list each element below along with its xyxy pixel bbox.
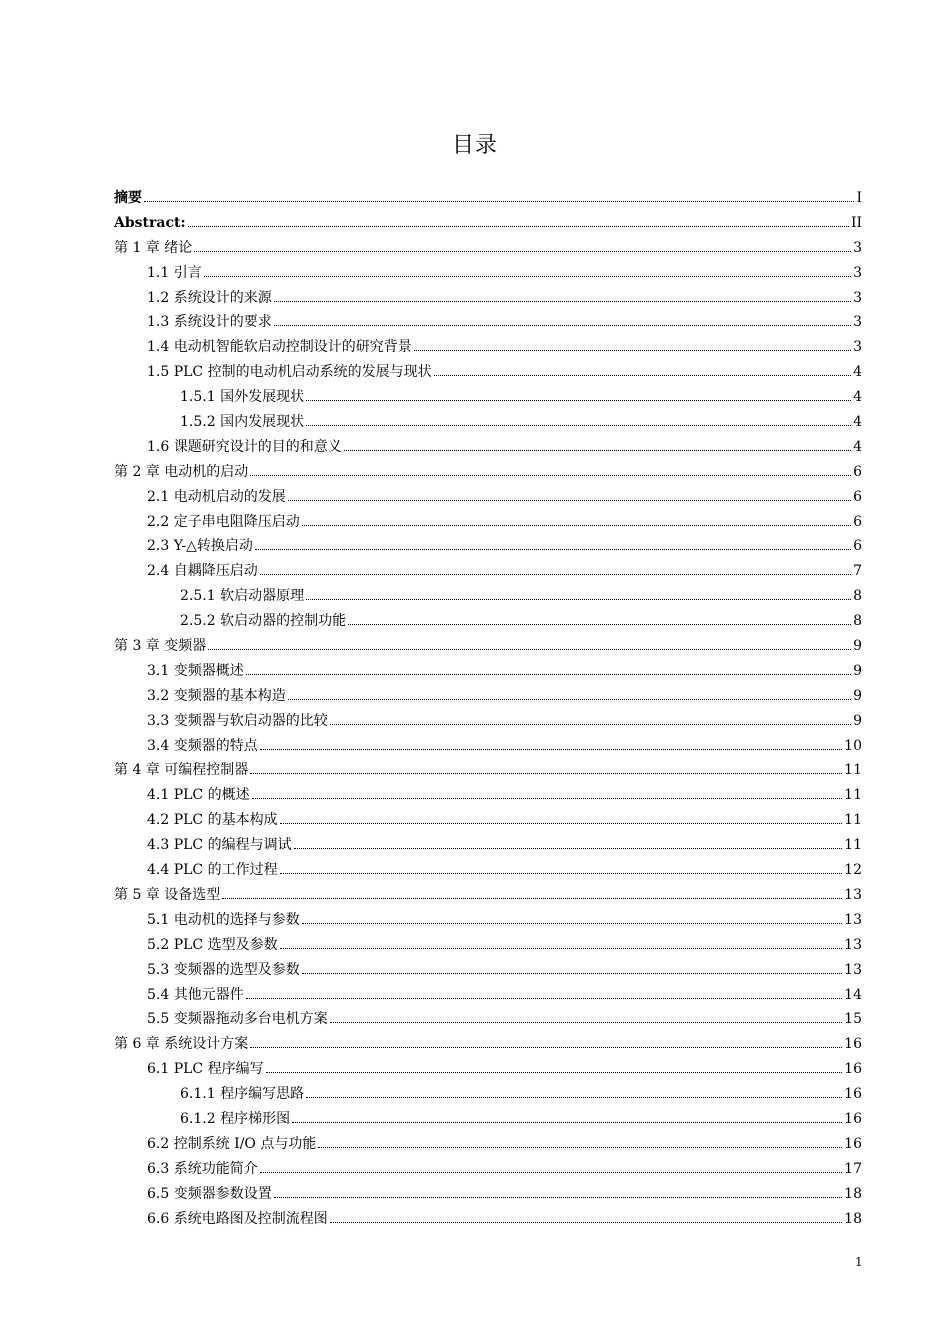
toc-entry-page: 15	[844, 1011, 862, 1028]
toc-entry[interactable]	[114, 983, 862, 1008]
dot-leader	[302, 923, 842, 924]
toc-entry[interactable]	[114, 485, 862, 510]
toc-entry-page: 6	[853, 488, 862, 505]
toc-entry[interactable]	[114, 335, 862, 360]
toc-entry-label: 6.3 系统功能简介	[147, 1160, 258, 1177]
dot-leader	[250, 475, 851, 476]
toc-entry-page: 3	[853, 339, 862, 356]
toc-entry-label: 3.3 变频器与软启动器的比较	[147, 712, 328, 729]
toc-title: 目录	[451, 133, 498, 158]
toc-entry[interactable]	[114, 1207, 862, 1232]
dot-leader	[255, 549, 851, 550]
toc-entry[interactable]	[114, 261, 862, 286]
toc-entry-label: 2.2 定子串电阻降压启动	[147, 513, 300, 530]
toc-entry-label: 第 3 章 变频器	[114, 638, 207, 655]
dot-leader	[260, 574, 851, 575]
dot-leader	[330, 1222, 842, 1223]
toc-entry-page: 11	[844, 787, 862, 804]
dot-leader	[274, 325, 851, 326]
dot-leader	[274, 301, 851, 302]
toc-entry-label: 6.6 系统电路图及控制流程图	[147, 1210, 328, 1227]
dot-leader	[266, 1072, 843, 1073]
dot-leader	[302, 973, 842, 974]
toc-entry-page: 13	[844, 936, 862, 953]
toc-entry-page: 9	[853, 638, 862, 655]
toc-entry-page: 6	[853, 538, 862, 555]
dot-leader	[250, 1047, 842, 1048]
toc-entry-page: 16	[844, 1086, 862, 1103]
toc-entry-page: 8	[853, 613, 862, 630]
toc-entry-label: 2.5.1 软启动器原理	[180, 588, 305, 605]
table-of-contents	[114, 186, 862, 1231]
toc-entry-label: 4.2 PLC 的基本构成	[147, 812, 278, 829]
toc-entry[interactable]	[114, 1082, 862, 1107]
toc-entry-label: 4.3 PLC 的编程与调试	[147, 837, 292, 854]
toc-entry[interactable]	[114, 435, 862, 460]
toc-entry[interactable]	[114, 211, 862, 236]
toc-entry[interactable]	[114, 460, 862, 485]
dot-leader	[414, 350, 851, 351]
toc-entry-label: 摘要	[114, 190, 142, 206]
toc-entry-page: 18	[844, 1210, 862, 1227]
dot-leader	[288, 500, 851, 501]
dot-leader	[344, 450, 851, 451]
toc-entry-label: 5.5 变频器拖动多台电机方案	[147, 1011, 328, 1028]
dot-leader	[306, 1097, 842, 1098]
toc-entry-label: 1.5.2 国内发展现状	[180, 414, 305, 431]
toc-entry-page: 6	[853, 463, 862, 480]
toc-entry-page: 4	[853, 414, 862, 431]
toc-entry-label: Abstract:	[114, 214, 186, 231]
toc-entry[interactable]	[114, 410, 862, 435]
toc-entry-page: 8	[853, 588, 862, 605]
toc-entry-label: 6.1 PLC 程序编写	[147, 1061, 264, 1078]
dot-leader	[348, 624, 851, 625]
dot-leader	[318, 1147, 842, 1148]
toc-entry-page: 3	[853, 289, 862, 306]
toc-entry-label: 5.4 其他元器件	[147, 986, 244, 1003]
dot-leader	[144, 201, 854, 202]
toc-entry-page: 4	[853, 389, 862, 406]
toc-entry-label: 2.5.2 软启动器的控制功能	[180, 613, 347, 630]
toc-entry-page: 4	[853, 438, 862, 455]
dot-leader	[434, 375, 851, 376]
dot-leader	[306, 425, 851, 426]
toc-entry-page: II	[850, 214, 862, 231]
dot-leader	[280, 823, 843, 824]
dot-leader	[274, 1197, 842, 1198]
toc-entry-label: 4.4 PLC 的工作过程	[147, 862, 278, 879]
dot-leader	[246, 674, 851, 675]
toc-entry-label: 1.5.1 国外发展现状	[180, 389, 305, 406]
toc-entry-label: 6.5 变频器参数设置	[147, 1185, 272, 1202]
toc-entry-label: 1.5 PLC 控制的电动机启动系统的发展与现状	[147, 364, 432, 381]
toc-entry[interactable]	[114, 510, 862, 535]
toc-entry[interactable]	[114, 758, 862, 783]
toc-entry[interactable]	[114, 833, 862, 858]
toc-entry-page: 13	[844, 886, 862, 903]
dot-leader	[194, 251, 851, 252]
dot-leader	[252, 798, 843, 799]
toc-entry-label: 第 4 章 可编程控制器	[114, 762, 249, 779]
toc-entry-label: 6.1.2 程序梯形图	[180, 1110, 291, 1127]
toc-entry[interactable]	[114, 709, 862, 734]
toc-entry-page: 10	[844, 737, 862, 754]
dot-leader	[294, 848, 843, 849]
toc-entry-label: 2.3 Y-△转换启动	[147, 538, 253, 555]
toc-entry-page: 16	[844, 1135, 862, 1152]
toc-entry-page: 14	[844, 986, 862, 1003]
toc-entry[interactable]	[114, 286, 862, 311]
toc-entry[interactable]	[114, 1182, 862, 1207]
toc-entry[interactable]	[114, 1132, 862, 1157]
dot-leader	[208, 649, 851, 650]
toc-entry-label: 6.2 控制系统 I/O 点与功能	[147, 1135, 317, 1152]
toc-entry[interactable]	[114, 858, 862, 883]
toc-entry[interactable]	[114, 385, 862, 410]
toc-entry[interactable]	[114, 634, 862, 659]
toc-entry[interactable]	[114, 186, 862, 211]
toc-entry-page: 13	[844, 961, 862, 978]
dot-leader	[330, 1022, 842, 1023]
toc-entry-label: 1.1 引言	[147, 264, 202, 281]
toc-entry[interactable]	[114, 659, 862, 684]
toc-entry-page: 4	[853, 364, 862, 381]
toc-entry-label: 5.2 PLC 选型及参数	[147, 936, 278, 953]
dot-leader	[222, 898, 842, 899]
toc-entry-page: 16	[844, 1110, 862, 1127]
toc-entry-label: 6.1.1 程序编写思路	[180, 1086, 305, 1103]
toc-entry[interactable]	[114, 684, 862, 709]
toc-entry-label: 1.6 课题研究设计的目的和意义	[147, 438, 342, 455]
toc-entry-page: 11	[844, 762, 862, 779]
dot-leader	[260, 1172, 842, 1173]
toc-entry[interactable]	[114, 1157, 862, 1182]
toc-entry-label: 2.4 自耦降压启动	[147, 563, 258, 580]
toc-entry-label: 1.2 系统设计的来源	[147, 289, 272, 306]
toc-entry-page: 13	[844, 911, 862, 928]
toc-entry-page: 3	[853, 314, 862, 331]
dot-leader	[250, 773, 842, 774]
toc-entry-page: 7	[853, 563, 862, 580]
toc-entry[interactable]	[114, 1107, 862, 1132]
toc-entry[interactable]	[114, 236, 862, 261]
dot-leader	[280, 948, 843, 949]
toc-entry[interactable]	[114, 310, 862, 335]
toc-entry-page: 3	[853, 239, 862, 256]
dot-leader	[204, 276, 851, 277]
toc-entry[interactable]	[114, 1007, 862, 1032]
dot-leader	[302, 525, 851, 526]
dot-leader	[288, 699, 851, 700]
dot-leader	[330, 724, 851, 725]
toc-entry-label: 第 6 章 系统设计方案	[114, 1036, 249, 1053]
toc-entry-label: 1.4 电动机智能软启动控制设计的研究背景	[147, 339, 412, 356]
toc-entry-label: 2.1 电动机启动的发展	[147, 488, 286, 505]
toc-entry-label: 4.1 PLC 的概述	[147, 787, 250, 804]
toc-entry[interactable]	[114, 360, 862, 385]
toc-entry[interactable]	[114, 534, 862, 559]
dot-leader	[260, 749, 842, 750]
dot-leader	[188, 226, 849, 227]
toc-entry[interactable]	[114, 958, 862, 983]
dot-leader	[292, 1122, 842, 1123]
toc-entry-page: 12	[844, 862, 862, 879]
toc-entry-page: 6	[853, 513, 862, 530]
dot-leader	[306, 400, 851, 401]
toc-entry[interactable]	[114, 584, 862, 609]
toc-entry[interactable]	[114, 559, 862, 584]
toc-entry-page: 18	[844, 1185, 862, 1202]
toc-entry[interactable]	[114, 908, 862, 933]
toc-entry-page: 11	[844, 837, 862, 854]
toc-entry-label: 5.3 变频器的选型及参数	[147, 961, 300, 978]
toc-entry-page: 16	[844, 1036, 862, 1053]
dot-leader	[246, 998, 842, 999]
toc-entry-page: 9	[853, 712, 862, 729]
toc-entry-page: 3	[853, 264, 862, 281]
toc-entry[interactable]	[114, 808, 862, 833]
toc-entry-page: 9	[853, 662, 862, 679]
page-number: 1	[855, 1255, 863, 1269]
toc-entry[interactable]	[114, 1032, 862, 1057]
toc-entry-page: 11	[844, 812, 862, 829]
dot-leader	[306, 599, 851, 600]
toc-entry-label: 3.4 变频器的特点	[147, 737, 258, 754]
toc-entry-label: 3.2 变频器的基本构造	[147, 687, 286, 704]
toc-entry-page: 17	[844, 1160, 862, 1177]
toc-entry[interactable]	[114, 734, 862, 759]
dot-leader	[280, 873, 843, 874]
toc-entry[interactable]	[114, 933, 862, 958]
toc-entry-page: 9	[853, 687, 862, 704]
toc-entry[interactable]	[114, 883, 862, 908]
toc-entry[interactable]	[114, 1057, 862, 1082]
toc-entry[interactable]	[114, 609, 862, 634]
toc-entry-label: 5.1 电动机的选择与参数	[147, 911, 300, 928]
toc-entry[interactable]	[114, 783, 862, 808]
toc-entry-label: 第 1 章 绪论	[114, 239, 193, 256]
toc-entry-label: 第 5 章 设备选型	[114, 886, 221, 903]
toc-entry-label: 第 2 章 电动机的启动	[114, 463, 249, 480]
toc-entry-page: 16	[844, 1061, 862, 1078]
toc-entry-label: 1.3 系统设计的要求	[147, 314, 272, 331]
toc-entry-page: I	[856, 190, 862, 206]
toc-entry-label: 3.1 变频器概述	[147, 662, 244, 679]
